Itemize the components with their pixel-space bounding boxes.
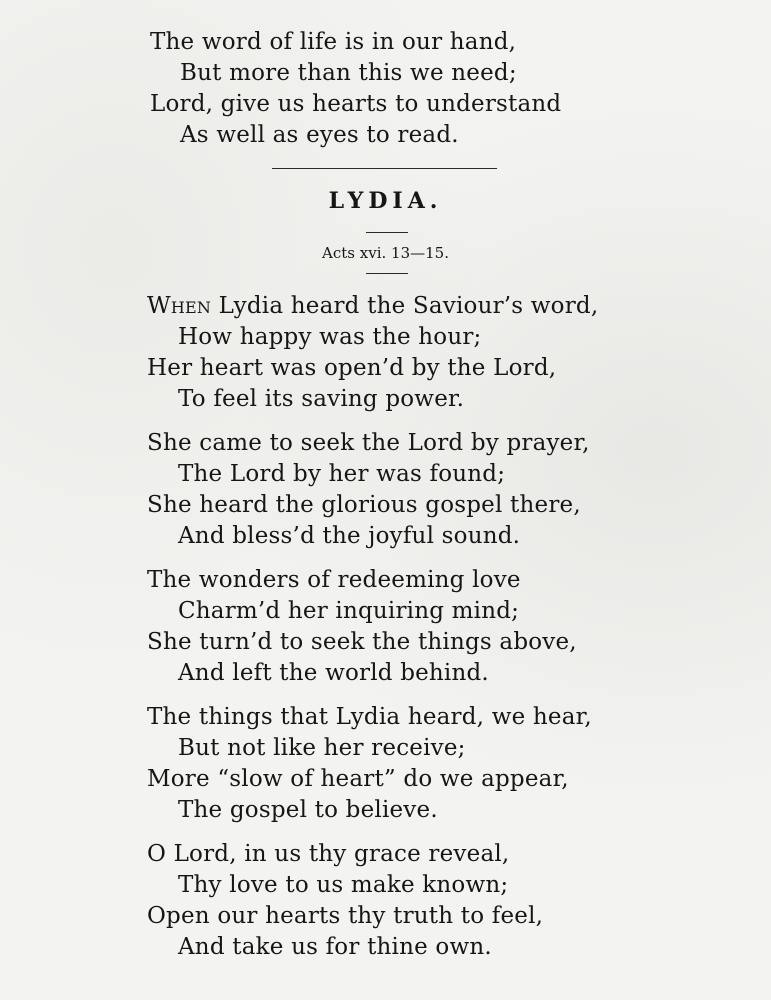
verse-line: As well as eyes to read. (180, 122, 459, 148)
verse-line: She turn’d to seek the things above, (147, 629, 577, 655)
verse-line: And take us for thine own. (178, 934, 492, 960)
verse-line: She came to seek the Lord by prayer, (147, 430, 590, 456)
verse-line: Her heart was open’d by the Lord, (147, 355, 557, 381)
verse-line: O Lord, in us thy grace reveal, (147, 841, 510, 867)
verse-line: And left the world behind. (178, 660, 489, 686)
scripture-reference: Acts xvi. 13—15. (322, 244, 449, 262)
title-divider (366, 232, 408, 233)
verse-line: Open our hearts thy truth to feel, (147, 903, 544, 929)
verse-line: The word of life is in our hand, (150, 29, 517, 55)
verse-line: Lord, give us hearts to understand (150, 91, 562, 117)
verse-line: She heard the glorious gospel there, (147, 492, 581, 518)
section-divider (272, 168, 497, 169)
hymn-title: LYDIA. (328, 188, 443, 214)
verse-line: The things that Lydia heard, we hear, (147, 704, 592, 730)
verse-line: But not like her receive; (178, 735, 466, 761)
verse-line: Charm’d her inquiring mind; (178, 598, 520, 624)
verse-line: The wonders of redeeming love (147, 567, 521, 593)
verse-line: More “slow of heart” do we appear, (147, 766, 569, 792)
verse-line: And bless’d the joyful sound. (178, 523, 521, 549)
verse-line: To feel its saving power. (178, 386, 465, 412)
verse-line-first (147, 292, 598, 320)
verse-line: The Lord by her was found; (178, 461, 506, 487)
verse-line: The gospel to believe. (178, 797, 438, 823)
verse-line: How happy was the hour; (178, 324, 482, 350)
first-line-text: Lydia heard the Saviour’s word, (211, 293, 599, 319)
initial-word: When (147, 293, 212, 319)
reference-divider (366, 273, 408, 274)
verse-line: Thy love to us make known; (178, 872, 509, 898)
verse-line: But more than this we need; (180, 60, 517, 86)
